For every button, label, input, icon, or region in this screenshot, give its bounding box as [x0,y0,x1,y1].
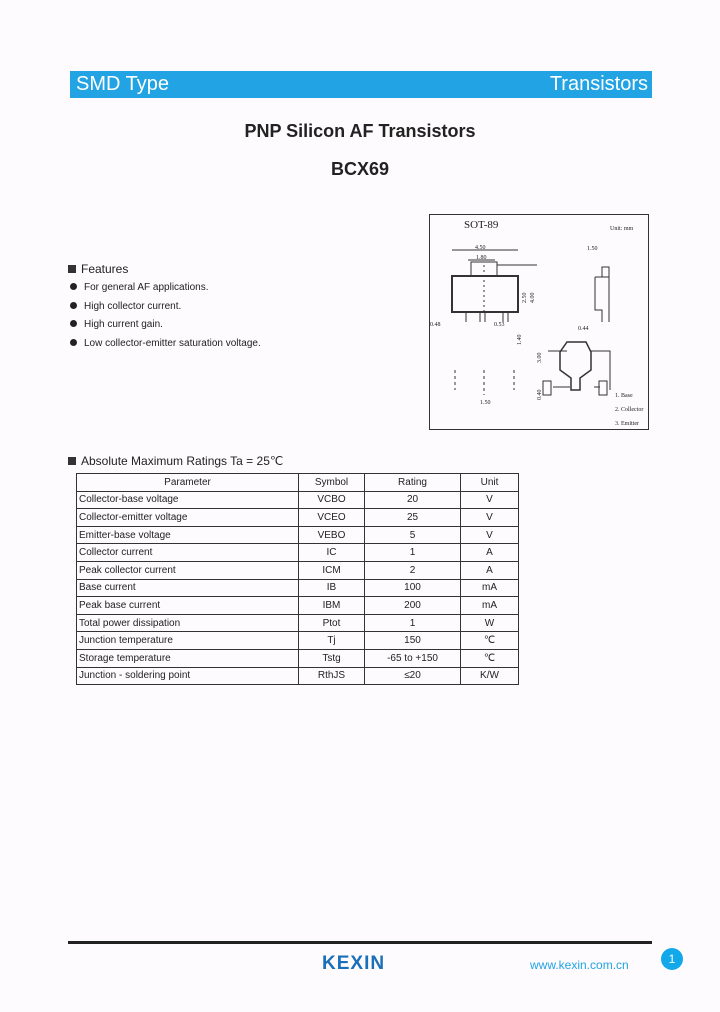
square-bullet-icon [68,457,76,465]
header-category: Transistors [549,73,648,95]
package-name: SOT-89 [464,219,499,231]
rating-cell: 1 [365,614,461,632]
param-cell: Peak base current [77,597,299,615]
svg-text:1.50: 1.50 [587,246,598,252]
footer-divider [68,941,652,944]
table-row [77,579,519,597]
unit-cell: A [461,544,519,562]
rating-cell: 1 [365,544,461,562]
table-row [77,561,519,579]
features-heading: Features [81,262,129,276]
svg-text:1.80: 1.80 [476,255,487,261]
symbol-cell: Tj [299,632,365,650]
package-drawing [429,214,649,430]
param-cell: Junction - soldering point [77,667,299,685]
rating-cell: 150 [365,632,461,650]
unit-cell: V [461,509,519,527]
unit-cell: W [461,614,519,632]
bullet-icon [70,302,77,309]
param-cell: Base current [77,579,299,597]
rating-cell: 2 [365,561,461,579]
square-bullet-icon [68,265,76,273]
features-section [68,262,261,356]
param-cell: Total power dissipation [77,614,299,632]
feature-item: For general AF applications. [68,282,261,301]
table-row [77,491,519,509]
param-cell: Junction temperature [77,632,299,650]
param-cell: Collector current [77,544,299,562]
header-bar [70,71,652,98]
col-header: Parameter [77,474,299,492]
rating-cell: ≤20 [365,667,461,685]
table-row [77,509,519,527]
unit-cell: ℃ [461,632,519,650]
symbol-cell: IC [299,544,365,562]
svg-text:4.00: 4.00 [530,292,536,303]
svg-text:0.48: 0.48 [430,322,441,328]
rating-cell: 5 [365,526,461,544]
svg-text:1.50: 1.50 [480,400,491,406]
table-row [77,544,519,562]
table-row [77,649,519,667]
kexin-logo: KEXIN [322,953,386,974]
rating-cell: 100 [365,579,461,597]
param-cell: Collector-emitter voltage [77,509,299,527]
bullet-icon [70,320,77,327]
svg-text:3. Emitter: 3. Emitter [615,421,639,427]
svg-text:2. Collector: 2. Collector [615,407,644,413]
col-header: Rating [365,474,461,492]
part-number: BCX69 [330,159,390,179]
symbol-cell: VEBO [299,526,365,544]
unit-cell: mA [461,597,519,615]
unit-cell: ℃ [461,649,519,667]
rating-cell: 25 [365,509,461,527]
unit-cell: A [461,561,519,579]
rating-cell: 200 [365,597,461,615]
table-row [77,632,519,650]
unit-cell: K/W [461,667,519,685]
param-cell: Peak collector current [77,561,299,579]
table-row [77,667,519,685]
page-number: 1 [661,948,683,970]
param-cell: Emitter-base voltage [77,526,299,544]
svg-text:4.50: 4.50 [475,245,486,251]
feature-item: Low collector-emitter saturation voltage. [68,338,261,357]
ratings-table [76,473,519,685]
table-row [77,614,519,632]
svg-text:0.40: 0.40 [537,389,543,400]
rating-cell: -65 to +150 [365,649,461,667]
svg-text:3.00: 3.00 [537,352,543,363]
svg-text:0.44: 0.44 [578,326,589,332]
svg-text:1.40: 1.40 [517,334,523,345]
svg-text:1. Base: 1. Base [615,393,633,399]
symbol-cell: Ptot [299,614,365,632]
rating-cell: 20 [365,491,461,509]
col-header: Symbol [299,474,365,492]
param-cell: Storage temperature [77,649,299,667]
symbol-cell: VCBO [299,491,365,509]
symbol-cell: IB [299,579,365,597]
bullet-icon [70,283,77,290]
feature-item: High current gain. [68,319,261,338]
unit-cell: V [461,491,519,509]
symbol-cell: VCEO [299,509,365,527]
table-row [77,597,519,615]
ratings-heading: Absolute Maximum Ratings Ta = 25℃ [68,454,283,468]
svg-text:0.53: 0.53 [494,322,505,328]
header-type: SMD Type [76,73,169,95]
symbol-cell: ICM [299,561,365,579]
feature-item: High collector current. [68,301,261,320]
unit-cell: mA [461,579,519,597]
svg-text:2.50: 2.50 [522,292,528,303]
unit-cell: V [461,526,519,544]
unit-label: Unit: mm [610,226,634,232]
page-title: PNP Silicon AF Transistors [244,121,476,141]
param-cell: Collector-base voltage [77,491,299,509]
table-row [77,526,519,544]
table-header-row [77,474,519,492]
symbol-cell: IBM [299,597,365,615]
symbol-cell: RthJS [299,667,365,685]
col-header: Unit [461,474,519,492]
symbol-cell: Tstg [299,649,365,667]
bullet-icon [70,339,77,346]
website-link[interactable]: www.kexin.com.cn [530,958,629,972]
